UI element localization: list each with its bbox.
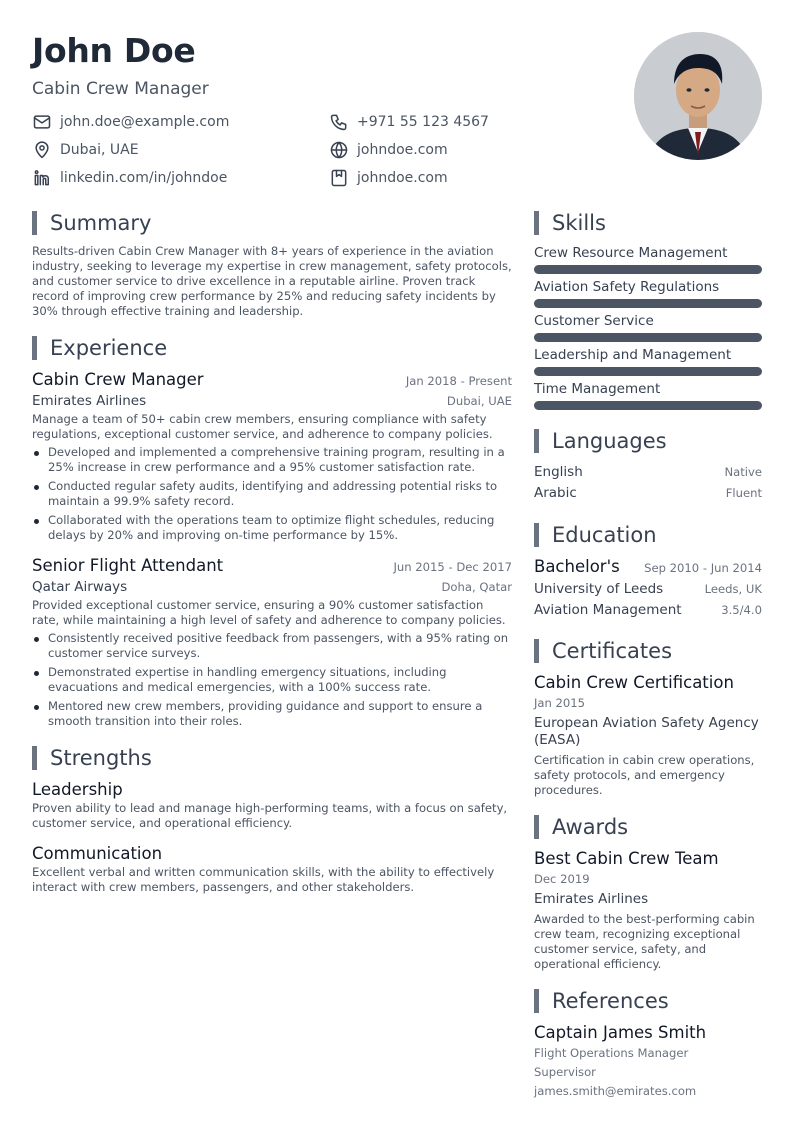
language-row [534, 483, 762, 504]
job-bullet: Developed and implemented a comprehensive training program, resulting in a 25% increase in crew performance and a 95% customer satisfaction rate. [32, 445, 512, 475]
job-entry [32, 369, 512, 543]
job-description: Provided exceptional customer service, ensuring a 90% customer satisfaction rate, while maintaining a high level of safety and adherence to company policies. [32, 598, 506, 627]
job-date: Jun 2015 - Dec 2017 [393, 560, 512, 574]
awards-heading [534, 814, 762, 840]
skill-label: Crew Resource Management [534, 245, 728, 261]
strength-item [32, 779, 512, 831]
section-accent-bar [534, 639, 539, 663]
job-date: Jan 2018 - Present [405, 374, 512, 388]
education-field-row [534, 600, 762, 620]
experience-title: Experience [50, 336, 168, 360]
language-name: English [534, 464, 583, 480]
skill-bar [534, 401, 762, 410]
languages-title: Languages [552, 429, 667, 453]
phone-icon [329, 112, 349, 132]
strength-title: Leadership [32, 780, 123, 799]
contact-email[interactable] [32, 111, 329, 133]
job-title: Senior Flight Attendant [32, 556, 224, 575]
skills-title: Skills [552, 211, 606, 235]
certificate-name: Cabin Crew Certification [534, 673, 734, 692]
skill-label: Aviation Safety Regulations [534, 279, 720, 295]
job-company: Qatar Airways [32, 579, 128, 595]
education-gpa: 3.5/4.0 [721, 603, 762, 617]
strengths-heading [32, 745, 512, 771]
section-accent-bar [32, 336, 37, 360]
certificates-heading [534, 638, 762, 664]
section-accent-bar [32, 746, 37, 770]
job-location: Dubai, UAE [446, 394, 512, 408]
job-bullets [32, 631, 512, 729]
education-heading [534, 522, 762, 548]
certificates-title: Certificates [552, 639, 673, 663]
references-title: References [552, 989, 669, 1013]
job-entry [32, 555, 512, 729]
job-bullets [32, 445, 512, 543]
strength-text: Excellent verbal and written communication skills, with the ability to effectively interact with crew members, passengers, and other stakeholders. [32, 865, 495, 894]
certificate-issuer: European Aviation Safety Agency (EASA) [534, 715, 759, 748]
location-text: Dubai, UAE [60, 142, 139, 158]
contact-linkedin[interactable] [32, 167, 329, 189]
education-location: Leeds, UK [704, 582, 762, 596]
summary-text: Results-driven Cabin Crew Manager with 8+ years of experience in the aviation industry, seeking to leverage my expertise in crew management, safety protocols, and customer service to drive excellence in a reputable airline. Proven track record of improving crew performance by 25% and reducing safety incidents by 30% through effective training and leadership. [32, 244, 512, 318]
reference-name: Captain James Smith [534, 1023, 707, 1042]
language-level: Native [724, 465, 762, 479]
section-accent-bar [534, 211, 539, 235]
linkedin-icon [32, 168, 52, 188]
strength-title: Communication [32, 844, 163, 863]
section-accent-bar [534, 989, 539, 1013]
contact-location [32, 139, 329, 161]
linkedin-text: linkedin.com/in/johndoe [60, 170, 228, 186]
candidate-name: John Doe [32, 31, 196, 70]
job-description: Manage a team of 50+ cabin crew members, ensuring compliance with safety regulations, exceptional customer service, and adherence to company policies. [32, 412, 493, 441]
awards-title: Awards [552, 815, 629, 839]
job-bullet: Mentored new crew members, providing guidance and support to ensure a smooth transition into their roles. [32, 699, 512, 729]
contact-phone[interactable] [329, 111, 589, 133]
skill-bar [534, 367, 762, 376]
language-level: Fluent [725, 486, 762, 500]
education-school: University of Leeds [534, 581, 664, 597]
award-issuer: Emirates Airlines [534, 891, 649, 907]
experience-heading [32, 335, 512, 361]
strength-text: Proven ability to lead and manage high-performing teams, with a focus on safety, customer service, and operational efficiency. [32, 801, 508, 830]
skill-label: Time Management [534, 381, 661, 397]
job-bullet: Collaborated with the operations team to optimize flight schedules, reducing delays by 20% and improving on-time performance by 15%. [32, 513, 512, 543]
section-accent-bar [534, 815, 539, 839]
reference-email[interactable]: james.smith@emirates.com [534, 1084, 697, 1098]
award-date: Dec 2019 [534, 872, 590, 886]
resume-header [32, 30, 632, 100]
contact-list [32, 111, 592, 189]
strength-item [32, 843, 512, 895]
skill-bar [534, 265, 762, 274]
languages-heading [534, 428, 762, 454]
email-text: john.doe@example.com [60, 114, 230, 130]
job-bullet: Demonstrated expertise in handling emergency situations, including evacuations and medical emergencies, with a 100% success rate. [32, 665, 512, 695]
person-portrait-icon [634, 32, 762, 160]
reference-position: Flight Operations Manager [534, 1046, 689, 1060]
skills-heading [534, 210, 762, 236]
education-date: Sep 2010 - Jun 2014 [644, 561, 762, 575]
award-name: Best Cabin Crew Team [534, 849, 719, 868]
globe-icon [329, 140, 349, 160]
location-icon [32, 140, 52, 160]
strengths-title: Strengths [50, 746, 152, 770]
contact-portfolio[interactable] [329, 167, 589, 189]
section-accent-bar [534, 429, 539, 453]
skill-bar [534, 299, 762, 308]
education-degree: Bachelor's [534, 557, 620, 576]
left-column [32, 210, 512, 895]
reference-position-cont: Supervisor [534, 1065, 596, 1079]
summary-title: Summary [50, 211, 152, 235]
candidate-role: Cabin Crew Manager [32, 79, 209, 99]
job-company: Emirates Airlines [32, 393, 147, 409]
portfolio-text: johndoe.com [357, 170, 448, 186]
phone-text: +971 55 123 4567 [357, 114, 489, 130]
education-school-row [534, 578, 762, 600]
skill-label: Customer Service [534, 313, 654, 329]
job-bullet: Conducted regular safety audits, identifying and addressing potential risks to maintain a 99.9% safety record. [32, 479, 512, 509]
section-accent-bar [32, 211, 37, 235]
certificate-date: Jan 2015 [534, 696, 586, 710]
education-title: Education [552, 523, 657, 547]
certificate-description: Certification in cabin crew operations, safety protocols, and emergency procedures. [534, 753, 755, 797]
award-description: Awarded to the best-performing cabin crew team, recognizing exceptional customer service, safety, and operational efficiency. [534, 912, 755, 971]
website-text: johndoe.com [357, 142, 448, 158]
education-field: Aviation Management [534, 602, 682, 618]
language-name: Arabic [534, 485, 577, 501]
references-heading [534, 988, 762, 1014]
right-column [534, 210, 762, 1101]
email-icon [32, 112, 52, 132]
skill-bar [534, 333, 762, 342]
job-location: Doha, Qatar [441, 580, 512, 594]
profile-photo [634, 32, 762, 160]
section-accent-bar [534, 523, 539, 547]
education-degree-row [534, 556, 762, 578]
skills-list [534, 244, 762, 410]
language-row [534, 462, 762, 483]
job-title: Cabin Crew Manager [32, 370, 204, 389]
skill-label: Leadership and Management [534, 347, 732, 363]
job-bullet: Consistently received positive feedback from passengers, with a 95% rating on customer service surveys. [32, 631, 512, 661]
contact-website[interactable] [329, 139, 589, 161]
bookmark-icon [329, 168, 349, 188]
summary-heading [32, 210, 512, 236]
